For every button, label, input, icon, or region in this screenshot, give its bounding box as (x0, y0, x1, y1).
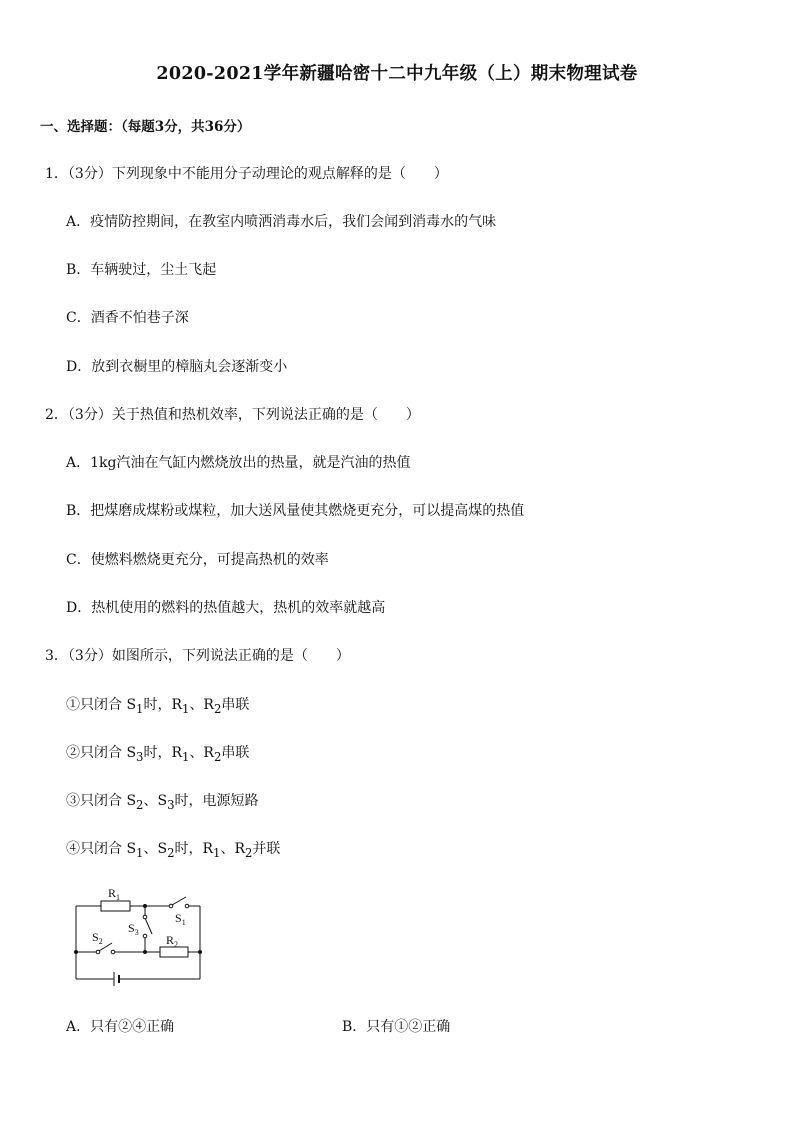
statement-text: 时，R (174, 841, 214, 857)
circuit-diagram (68, 882, 208, 992)
label-s3: $S_3$ (128, 921, 139, 937)
statement-text: 并联 (252, 841, 281, 857)
subscript: 3 (167, 797, 175, 812)
label-s2: $S_2$ (92, 930, 103, 946)
switch-s3-blade (145, 918, 152, 934)
statement-text: 只闭合 S (80, 793, 137, 809)
question-2-option-a: A．1kg汽油在气缸内燃烧放出的热量，就是汽油的热值 (66, 455, 411, 471)
subscript: 3 (136, 749, 144, 764)
question-3-option-b: B．只有①②正确 (342, 1019, 451, 1035)
switch-s3-contact (143, 934, 147, 938)
statement-text: 只闭合 S (80, 697, 137, 713)
label-s1: $S_1$ (175, 911, 186, 927)
subscript: 1 (136, 845, 144, 860)
question-2-option-c: C．使燃料燃烧更充分，可提高热机的效率 (66, 552, 329, 568)
junction-dot (143, 950, 147, 954)
subscript: 1 (182, 701, 190, 716)
subscript: 1 (136, 701, 144, 716)
switch-s3-contact (143, 915, 147, 919)
statement-text: 时，R (143, 697, 183, 713)
subscript: 2 (136, 797, 144, 812)
subscript: 1 (182, 749, 190, 764)
question-2-stem: 2．（3分）关于热值和热机效率，下列说法正确的是（ ） (45, 407, 420, 423)
switch-s1-blade (172, 897, 186, 905)
question-3-option-a: A．只有②④正确 (66, 1019, 175, 1035)
statement-marker: ④ (66, 841, 80, 857)
question-2-option-b: B．把煤磨成煤粉或煤粒，加大送风量使其燃烧更充分，可以提高煤的热值 (66, 503, 525, 519)
subscript: 1 (213, 845, 221, 860)
statement-text: 、R (220, 841, 245, 857)
question-3-statement-2 (66, 744, 249, 766)
statement-text: 、R (189, 697, 214, 713)
question-3-statement-1 (66, 696, 249, 718)
label-r2: $R_2$ (166, 933, 179, 949)
statement-text: 、S (143, 841, 168, 857)
exam-title: 2020-2021学年新疆哈密十二中九年级（上）期末物理试卷 (156, 64, 638, 84)
resistor-r1 (101, 901, 130, 911)
switch-s2-contact (111, 950, 115, 954)
subscript: 2 (167, 845, 175, 860)
switch-s2-contact (96, 950, 100, 954)
question-3-stem: 3．（3分）如图所示，下列说法正确的是（ ） (45, 648, 350, 664)
statement-text: 串联 (221, 697, 250, 713)
subscript: 2 (213, 701, 222, 716)
subscript: 2 (213, 749, 222, 764)
statement-text: 串联 (221, 745, 250, 761)
question-1-stem: 1．（3分）下列现象中不能用分子动理论的观点解释的是（ ） (45, 166, 448, 182)
subscript: 2 (245, 845, 253, 860)
statement-text: 时，R (143, 745, 183, 761)
question-1-option-d: D．放到衣橱里的樟脑丸会逐渐变小 (66, 359, 288, 375)
question-1-option-b: B．车辆驶过，尘土飞起 (66, 262, 217, 278)
statement-text: 、R (189, 745, 214, 761)
question-1-option-c: C．酒香不怕巷子深 (66, 310, 189, 326)
switch-s1-contact (169, 904, 173, 908)
statement-text: 时，电源短路 (174, 793, 259, 809)
statement-text: 、S (143, 793, 168, 809)
question-3-statement-4 (66, 840, 280, 862)
section-heading: 一、选择题：（每题3分，共36分） (40, 119, 251, 135)
label-r1: $R_1$ (108, 886, 121, 902)
switch-s1-contact (185, 904, 189, 908)
statement-text: 只闭合 S (80, 841, 137, 857)
question-3-statement-3 (66, 792, 258, 814)
statement-marker: ③ (66, 793, 80, 809)
junction-dot (74, 950, 78, 954)
statement-text: 只闭合 S (80, 745, 137, 761)
question-1-option-a: A．疫情防控期间，在教室内喷洒消毒水后，我们会闻到消毒水的气味 (66, 214, 497, 230)
statement-marker: ① (66, 697, 80, 713)
junction-dot (143, 904, 147, 908)
statement-marker: ② (66, 745, 80, 761)
question-2-option-d: D．热机使用的燃料的热值越大，热机的效率就越高 (66, 600, 386, 616)
junction-dot (198, 950, 202, 954)
